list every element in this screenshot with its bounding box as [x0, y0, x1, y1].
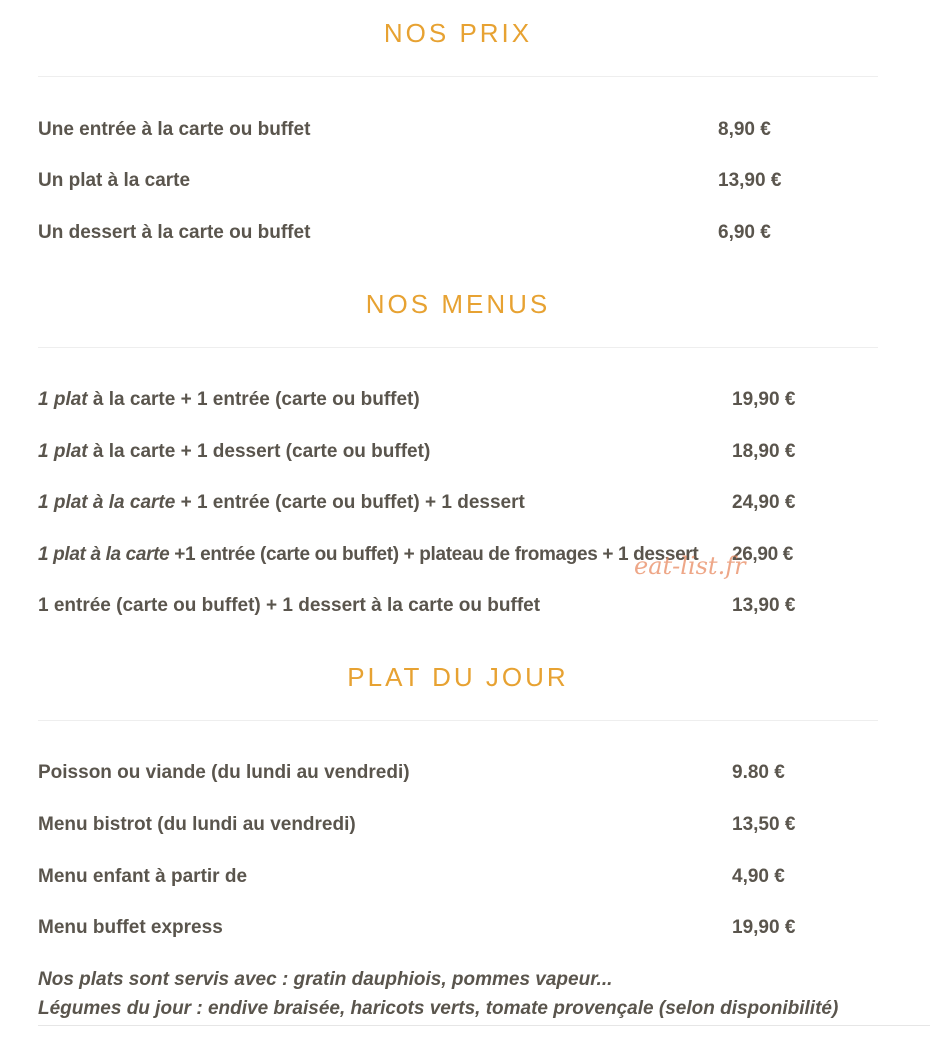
- menu-row: [38, 439, 878, 465]
- divider: [38, 1025, 930, 1026]
- item-label: Une entrée à la carte ou buffet: [38, 119, 311, 140]
- item-price: 8,90 €: [718, 119, 771, 140]
- item-price: 13,90 €: [732, 595, 796, 616]
- menu-row: [38, 387, 878, 413]
- item-label-italic: 1 plat: [38, 441, 88, 462]
- item-label: [38, 542, 698, 568]
- daily-row: [38, 864, 878, 890]
- item-label: Poisson ou viande (du lundi au vendredi): [38, 762, 410, 783]
- item-label: Menu enfant à partir de: [38, 866, 248, 887]
- daily-row: [38, 760, 878, 786]
- divider: [38, 720, 878, 721]
- item-price: 6,90 €: [718, 222, 771, 243]
- item-label-rest: à la carte + 1 entrée (carte ou buffet): [87, 389, 420, 410]
- item-price: 4,90 €: [732, 866, 785, 887]
- item-price: 13,50 €: [732, 814, 796, 835]
- price-row: [38, 220, 878, 246]
- item-label-italic: 1 plat: [38, 389, 88, 410]
- item-label: Un plat à la carte: [38, 170, 191, 191]
- section-title-prix: NOS PRIX: [383, 18, 533, 48]
- menu-row: [38, 593, 878, 619]
- menu-row: [38, 490, 878, 516]
- item-price: 26,90 €: [732, 544, 793, 565]
- item-price: 9.80 €: [732, 762, 785, 783]
- item-label: Un dessert à la carte ou buffet: [38, 222, 311, 243]
- item-label-italic: 1 plat à la carte: [38, 492, 176, 513]
- menu-row: [38, 542, 878, 568]
- price-row: [38, 117, 878, 143]
- note-line-1: Nos plats sont servis avec : gratin dauphiois, pommes vapeur...: [38, 969, 613, 990]
- divider: [38, 347, 878, 348]
- item-price: 19,90 €: [732, 917, 796, 938]
- item-label: [38, 490, 525, 516]
- item-price: 13,90 €: [718, 170, 782, 191]
- daily-row: [38, 812, 878, 838]
- watermark: eat-list.fr: [634, 552, 746, 580]
- item-label: Menu bistrot (du lundi au vendredi): [38, 814, 356, 835]
- item-label: [38, 387, 420, 413]
- item-price: 24,90 €: [732, 492, 796, 513]
- item-label: [38, 593, 540, 619]
- daily-row: [38, 915, 878, 941]
- item-label-rest: 1 entrée (carte ou buffet) + 1 dessert à la carte ou buffet: [38, 595, 541, 616]
- note-line-2: Légumes du jour : endive braisée, haricots verts, tomate provençale (selon disponibilité): [38, 998, 839, 1019]
- section-title-jour: PLAT DU JOUR: [347, 662, 569, 692]
- price-row: [38, 168, 878, 194]
- section-title-menus: NOS MENUS: [365, 289, 551, 319]
- item-label-italic: 1 plat à la carte: [38, 544, 170, 565]
- item-price: 18,90 €: [732, 441, 796, 462]
- item-label-rest: à la carte + 1 dessert (carte ou buffet): [87, 441, 431, 462]
- item-label: Menu buffet express: [38, 917, 223, 938]
- item-label-rest: + 1 entrée (carte ou buffet) + 1 dessert: [175, 492, 525, 513]
- item-label: [38, 439, 430, 465]
- item-price: 19,90 €: [732, 389, 796, 410]
- divider: [38, 76, 878, 77]
- item-label-rest: +1 entrée (carte ou buffet) + plateau de fromages + 1 dessert: [169, 544, 699, 565]
